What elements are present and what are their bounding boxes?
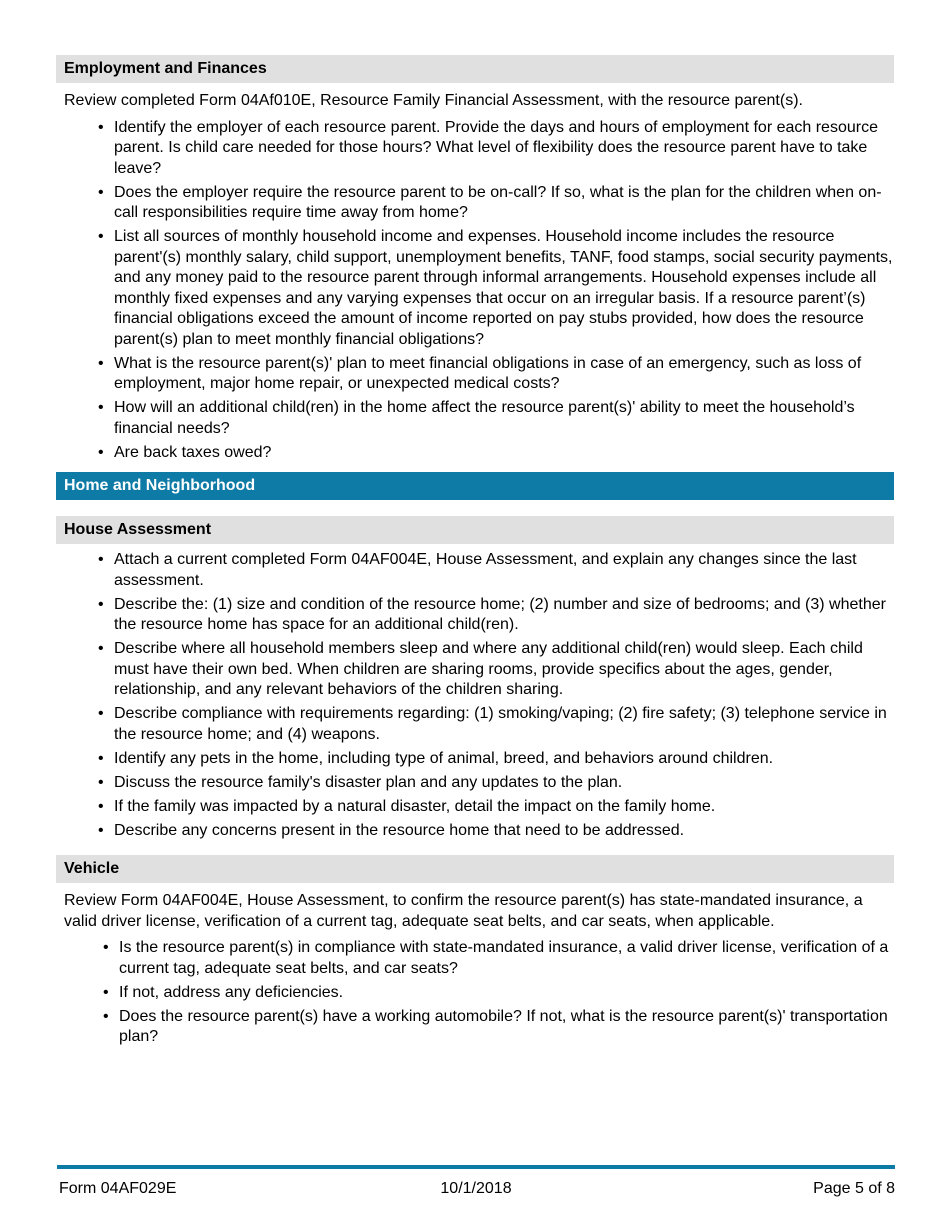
list-item: • Does the employer require the resource parent to be on-call? If so, what is the plan for the children when on-call responsibilities require time away from home? [114, 183, 894, 224]
list-item: • Describe compliance with requirements regarding: (1) smoking/vaping; (2) fire safety; (3) telephone service in the resource home; and (4) weapons. [114, 704, 894, 745]
list-item: • Describe any concerns present in the resource home that need to be addressed. [114, 821, 894, 842]
list-item: • Are back taxes owed? [114, 443, 894, 464]
footer-divider [57, 1165, 895, 1169]
list-item: • What is the resource parent(s)' plan to meet financial obligations in case of an emergency, such as loss of employment, major home repair, or unexpected medical costs? [114, 354, 894, 395]
list-item: • Identify any pets in the home, including type of animal, breed, and behaviors around children. [114, 749, 894, 770]
footer-form-number: Form 04AF029E [59, 1180, 177, 1197]
employment-list [56, 118, 894, 464]
list-item: • Attach a current completed Form 04AF004E, House Assessment, and explain any changes since the last assessment. [114, 550, 894, 591]
list-item: • Discuss the resource family's disaster plan and any updates to the plan. [114, 773, 894, 794]
list-item: • Describe the: (1) size and condition of the resource home; (2) number and size of bedrooms; and (3) whether the resource home has space for an additional child(ren). [114, 595, 894, 636]
vehicle-list [56, 938, 894, 1048]
employment-section-header: Employment and Finances [56, 55, 894, 83]
footer-page-number: Page 5 of 8 [813, 1180, 895, 1197]
list-item: • Identify the employer of each resource parent. Provide the days and hours of employment for each resource parent. Is child care needed for those hours? What level of flexibility does the resource parent have to take leave? [114, 118, 894, 180]
home-neighborhood-section-header: Home and Neighborhood [56, 472, 894, 500]
list-item: • Does the resource parent(s) have a working automobile? If not, what is the resource parent(s)' transportation plan? [119, 1007, 894, 1048]
list-item: • Is the resource parent(s) in compliance with state-mandated insurance, a valid driver license, verification of a current tag, adequate seat belts, and car seats? [119, 938, 894, 979]
list-item: • How will an additional child(ren) in the home affect the resource parent(s)' ability to meet the household’s financial needs? [114, 398, 894, 439]
document-page [56, 55, 894, 1051]
employment-intro: Review completed Form 04Af010E, Resource Family Financial Assessment, with the resource parent(s). [64, 92, 803, 109]
vehicle-section-header: Vehicle [56, 855, 894, 883]
footer-date: 10/1/2018 [440, 1180, 512, 1197]
list-item: • List all sources of monthly household income and expenses. Household income includes the resource parent'(s) monthly salary, child support, unemployment benefits, TANF, food stamps, social security payments, and any money paid to the resource parent through informal arrangements. Household expenses include all monthly fixed expenses and any varying expenses that occur on an irregular basis. If a resource parent’(s) financial obligations exceed the amount of income reported on pay stubs provided, how does the resource parent(s) plan to meet monthly financial obligations? [114, 227, 894, 350]
list-item: • If the family was impacted by a natural disaster, detail the impact on the family home. [114, 797, 894, 818]
list-item: • Describe where all household members sleep and where any additional child(ren) would sleep. Each child must have their own bed. When children are sharing rooms, provide specifics about the ages, gender, relationship, and any relevant behaviors of the children sharing. [114, 639, 894, 701]
house-assessment-list [56, 550, 894, 841]
list-item: • If not, address any deficiencies. [119, 983, 894, 1004]
house-assessment-section-header: House Assessment [56, 516, 894, 544]
vehicle-intro: Review Form 04AF004E, House Assessment, to confirm the resource parent(s) has state-mandated insurance, a valid driver license, verification of a current tag, adequate seat belts, and car seats, when applicable. [64, 892, 863, 930]
